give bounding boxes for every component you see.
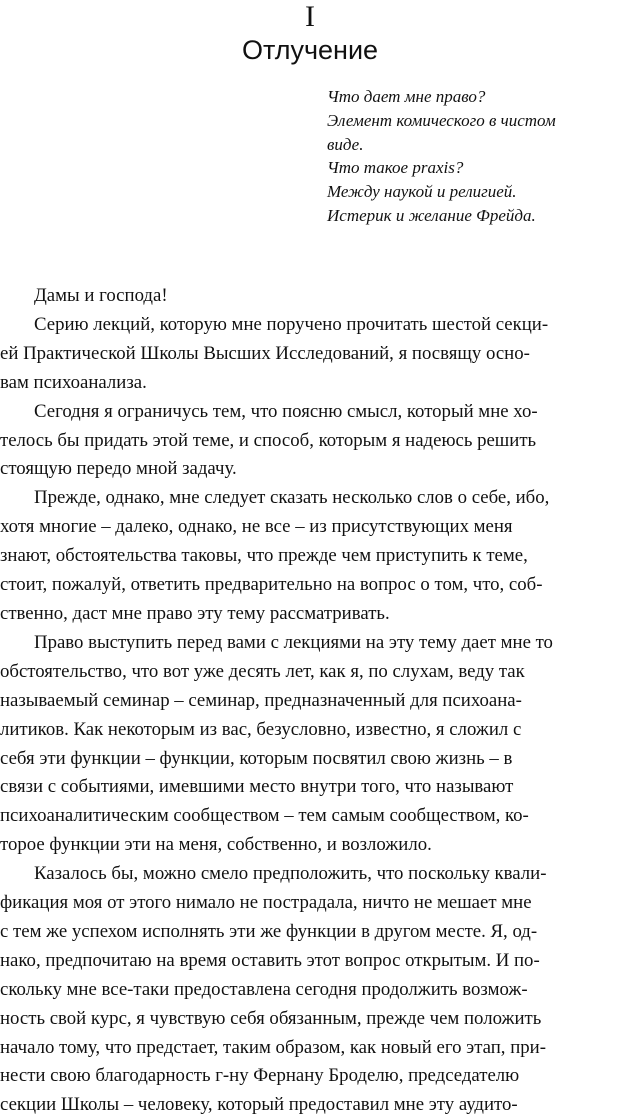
paragraph-line: вам психоанализа. xyxy=(0,371,147,393)
paragraph-line: Сегодня я ограничусь тем, что поясню смысл, который мне хо- xyxy=(34,400,538,422)
paragraph-line: обстоятельство, что вот уже десять лет, как я, по слухам, веду так xyxy=(0,660,525,682)
chapter-title: Отлучение xyxy=(241,35,379,65)
paragraph-line: телось бы придать этой теме, и способ, которым я надеюсь решить xyxy=(0,429,537,451)
paragraph-line: скольку мне все-таки предоставлена сегодня продолжить возмож- xyxy=(0,978,528,1000)
paragraph-line: Дамы и господа! xyxy=(34,285,168,306)
paragraph-line: ей Практической Школы Высших Исследований, я посвящу осно- xyxy=(0,342,530,364)
paragraph-line: стоящую передо мной задачу. xyxy=(0,458,237,480)
paragraph-line: связи с событиями, имевшими место внутри того, что называют xyxy=(0,776,514,798)
paragraph-line: нести свою благодарность г-ну Фернану Броделю, председателю xyxy=(0,1065,520,1087)
epigraph-line: виде. xyxy=(327,134,364,154)
epigraph-line: Элемент комического в чистом xyxy=(327,110,556,130)
paragraph-line: себя эти функции – функции, которым посвятил свою жизнь – в xyxy=(0,747,513,769)
paragraph-line: Право выступить перед вами с лекциями на эту тему дает мне то xyxy=(34,631,553,653)
paragraph-line: нако, предпочитаю на время оставить этот вопрос открытым. И по- xyxy=(0,949,540,971)
epigraph-line: Что такое praxis? xyxy=(327,158,464,178)
body-text xyxy=(0,282,612,1120)
epigraph-line: Между наукой и религией. xyxy=(327,182,517,202)
paragraph-line: с тем же успехом исполнять эти же функции в другом месте. Я, од- xyxy=(0,920,538,942)
paragraph-line: называемый семинар – семинар, предназначенный для психоана- xyxy=(0,689,522,711)
paragraph-line: стоит, пожалуй, ответить предварительно на вопрос о том, что, соб- xyxy=(0,574,543,596)
paragraph-line: секции Школы – человеку, который предоставил мне эту аудито- xyxy=(0,1094,518,1116)
paragraph-line: начало тому, что предстает, таким образом, как новый его этап, при- xyxy=(0,1036,546,1058)
paragraph-line: Прежде, однако, мне следует сказать несколько слов о себе, ибо, xyxy=(34,487,550,509)
chapter-number: I xyxy=(305,0,315,33)
paragraph-line: торое функции эти на меня, собственно, и возложило. xyxy=(0,834,432,856)
epigraph-line: Истерик и желание Фрейда. xyxy=(327,205,536,225)
paragraph-line: психоаналитическим сообществом – тем самым сообществом, ко- xyxy=(0,805,529,827)
paragraph-line: ственно, даст мне право эту тему рассматривать. xyxy=(0,602,390,624)
paragraph-line: Серию лекций, которую мне поручено прочитать шестой секци- xyxy=(34,313,549,335)
epigraph xyxy=(327,85,612,228)
epigraph-line: Что дает мне право? xyxy=(327,87,486,106)
paragraph-line: ность свой курс, я чувствую себя обязанным, прежде чем положить xyxy=(0,1007,542,1029)
paragraph-line: литиков. Как некоторым из вас, безусловно, известно, я сложил с xyxy=(0,718,522,740)
paragraph-line: фикация моя от этого нимало не пострадала, ничто не мешает мне xyxy=(0,892,532,914)
paragraph-line: Казалось бы, можно смело предположить, что поскольку квали- xyxy=(34,863,547,885)
paragraph-line: знают, обстоятельства таковы, что прежде чем приступить к теме, xyxy=(0,545,528,567)
paragraph-line: хотя многие – далеко, однако, не все – из присутствующих меня xyxy=(0,516,513,538)
